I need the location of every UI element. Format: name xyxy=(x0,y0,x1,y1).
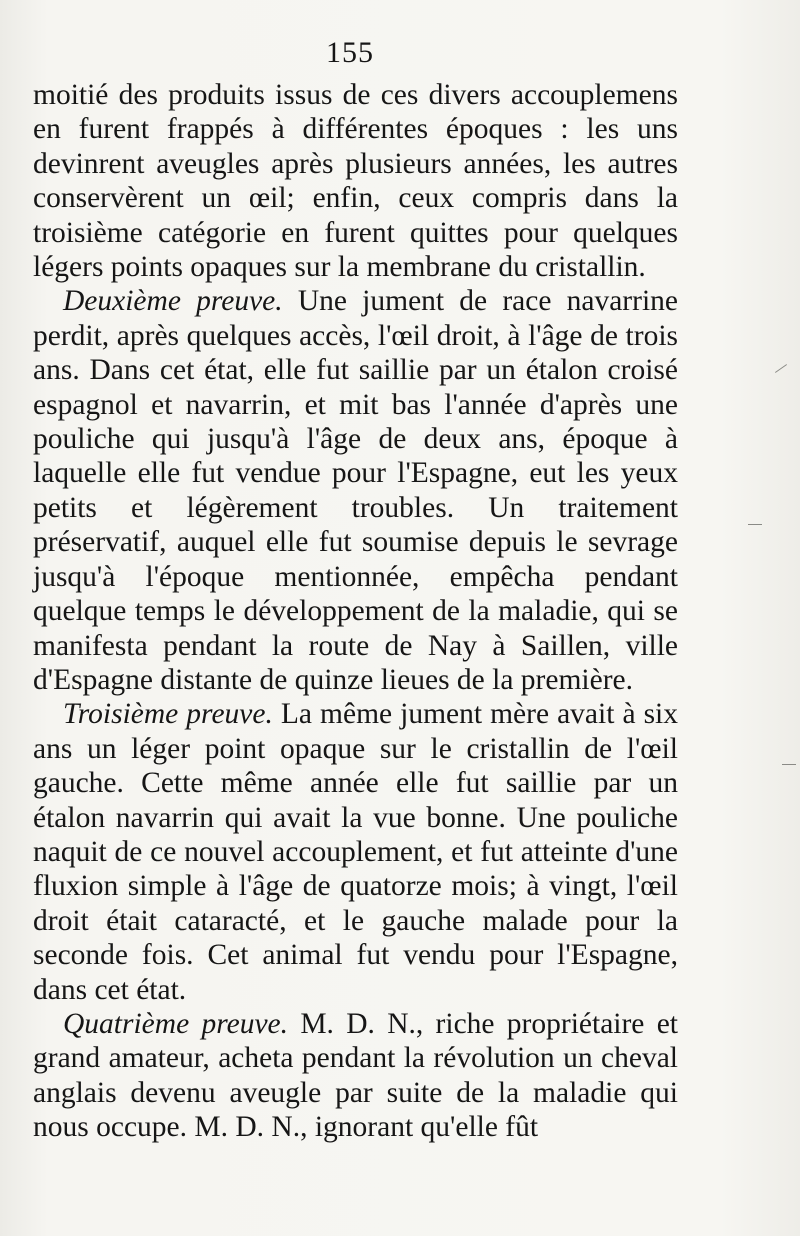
paragraph-lead: Quatrième preuve. xyxy=(63,1007,289,1040)
body-text xyxy=(33,78,678,1145)
paragraph-continued xyxy=(33,78,678,284)
paragraph-troisieme-preuve xyxy=(33,697,678,1007)
paragraph-text: moitié des produits issus de ces divers accouplemens en furent frappés à différentes époques : les uns devinrent aveugles après plusieurs années, les autres conservèrent un œil; enfin, ceux compris dans la troisième catégorie en furent quittes pour quelques légers points opaques sur la membrane du cristallin. xyxy=(33,79,678,284)
paragraph-deuxieme-preuve xyxy=(33,284,678,697)
paragraph-lead: Troisième preuve. xyxy=(63,698,273,731)
paragraph-lead: Deuxième preuve. xyxy=(63,285,283,318)
paragraph-text: Une jument de race navarrine perdit, après quelques accès, l'œil droit, à l'âge de trois ans. Dans cet état, elle fut saillie par un étalon croisé espagnol et navarrin, et mit bas l'année d'après une pouliche qui jusqu'à l'âge de deux ans, époque à laquelle elle fut vendue pour l'Espagne, eut les yeux petits et légèrement troubles. Un traitement préservatif, auquel elle fut soumise depuis le sevrage jusqu'à l'époque mentionnée, empêcha pendant quelque temps le développement de la maladie, qui se manifesta pendant la route de Nay à Saillen, ville d'Espagne distante de quinze lieues de la première. xyxy=(33,285,678,696)
paragraph-quatrieme-preuve xyxy=(33,1007,678,1145)
paragraph-text: M. D. N., riche propriétaire et grand amateur, acheta pendant la révolution un cheval anglais devenu aveugle par suite de la maladie qui nous occupe. M. D. N., ignorant qu'elle fût xyxy=(33,1007,678,1144)
paragraph-text: La même jument mère avait à six ans un léger point opaque sur le cristallin de l'œil gauche. Cette même année elle fut saillie par un étalon navarrin qui avait la vue bonne. Une pouliche naquit de ce nouvel accouplement, et fut atteinte d'une fluxion simple à l'âge de quatorze mois; à vingt, l'œil droit était cataracté, et le gauche malade pour la seconde fois. Cet animal fut vendu pour l'Espagne, dans cet état. xyxy=(33,698,678,1006)
margin-mark xyxy=(748,524,762,525)
margin-mark xyxy=(782,764,796,765)
margin-mark xyxy=(775,364,787,373)
page-number: 155 xyxy=(326,36,374,69)
